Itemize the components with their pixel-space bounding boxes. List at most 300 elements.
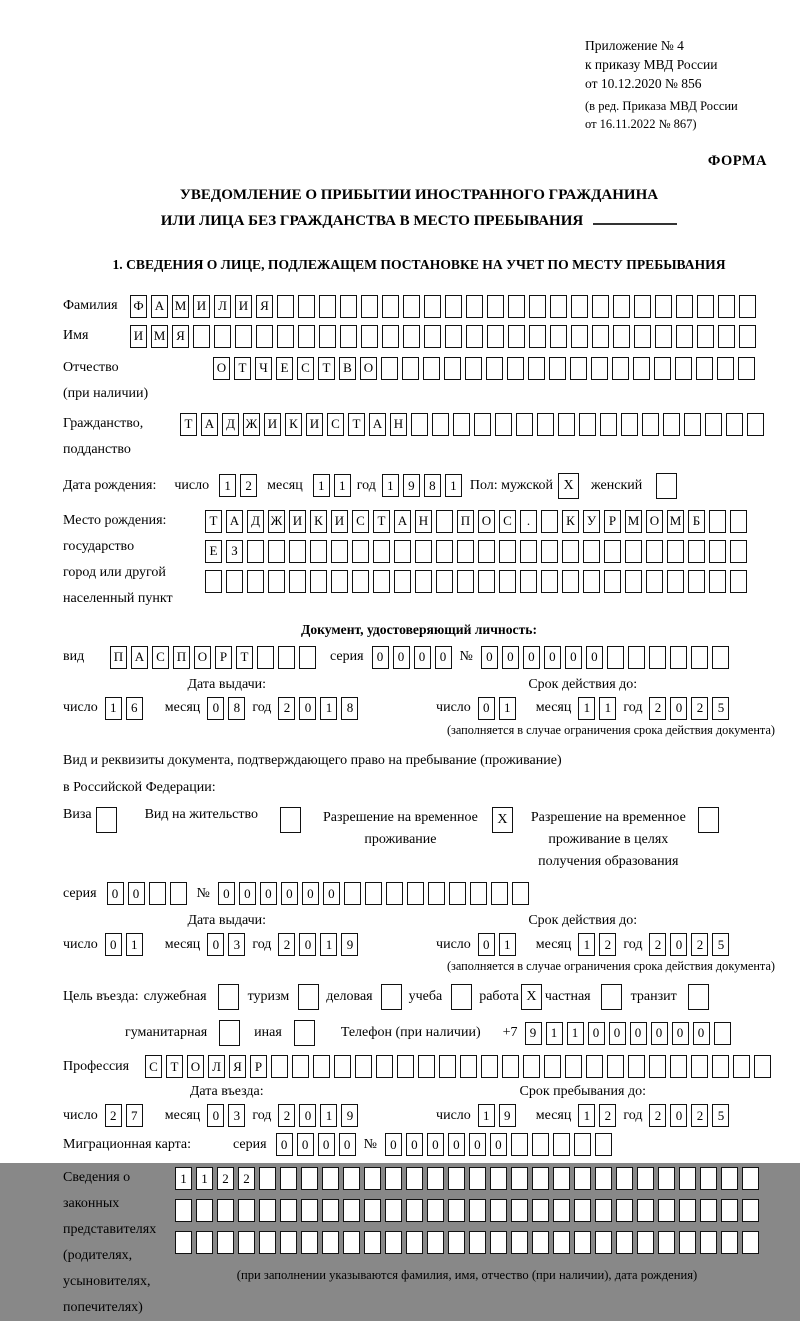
char-cell[interactable] <box>175 1231 192 1254</box>
char-cell[interactable]: 1 <box>578 1104 595 1127</box>
char-cell[interactable] <box>453 413 470 436</box>
representatives-cells-2[interactable] <box>175 1199 759 1222</box>
char-cell[interactable] <box>298 325 315 348</box>
char-cell[interactable]: П <box>173 646 190 669</box>
char-cell[interactable]: 2 <box>599 1104 616 1127</box>
char-cell[interactable] <box>549 357 566 380</box>
char-cell[interactable] <box>688 540 705 563</box>
char-cell[interactable] <box>541 540 558 563</box>
char-cell[interactable]: 0 <box>672 1022 689 1045</box>
char-cell[interactable]: И <box>130 325 147 348</box>
char-cell[interactable]: 2 <box>278 1104 295 1127</box>
char-cell[interactable] <box>679 1167 696 1190</box>
char-cell[interactable] <box>742 1199 759 1222</box>
char-cell[interactable]: 0 <box>670 697 687 720</box>
char-cell[interactable] <box>712 1055 729 1078</box>
char-cell[interactable]: 0 <box>469 1133 486 1156</box>
char-cell[interactable] <box>508 325 525 348</box>
char-cell[interactable] <box>574 1167 591 1190</box>
char-cell[interactable] <box>658 1199 675 1222</box>
char-cell[interactable] <box>466 295 483 318</box>
doc-issue-month-cells[interactable] <box>207 697 245 720</box>
char-cell[interactable]: С <box>327 413 344 436</box>
char-cell[interactable] <box>175 1199 192 1222</box>
char-cell[interactable] <box>298 295 315 318</box>
char-cell[interactable] <box>529 325 546 348</box>
char-cell[interactable] <box>565 1055 582 1078</box>
doc-expiry-year-cells[interactable] <box>649 697 729 720</box>
char-cell[interactable] <box>259 1199 276 1222</box>
char-cell[interactable] <box>403 325 420 348</box>
char-cell[interactable] <box>591 357 608 380</box>
char-cell[interactable] <box>217 1199 234 1222</box>
char-cell[interactable]: Я <box>172 325 189 348</box>
purpose-tourism-checkbox[interactable] <box>298 984 319 1010</box>
char-cell[interactable] <box>428 882 445 905</box>
char-cell[interactable] <box>558 413 575 436</box>
char-cell[interactable] <box>655 325 672 348</box>
char-cell[interactable]: Ж <box>243 413 260 436</box>
char-cell[interactable] <box>612 357 629 380</box>
char-cell[interactable] <box>637 1199 654 1222</box>
char-cell[interactable]: Д <box>247 510 264 533</box>
char-cell[interactable] <box>247 540 264 563</box>
char-cell[interactable] <box>721 1167 738 1190</box>
char-cell[interactable] <box>562 540 579 563</box>
char-cell[interactable] <box>634 325 651 348</box>
char-cell[interactable]: 1 <box>320 697 337 720</box>
residence-issue-month-cells[interactable] <box>207 933 245 956</box>
residence-issue-year-cells[interactable] <box>278 933 358 956</box>
residence-expiry-month-cells[interactable] <box>578 933 616 956</box>
char-cell[interactable]: 0 <box>299 697 316 720</box>
char-cell[interactable] <box>256 325 273 348</box>
char-cell[interactable]: С <box>297 357 314 380</box>
char-cell[interactable]: 9 <box>341 1104 358 1127</box>
char-cell[interactable]: 1 <box>382 474 399 497</box>
char-cell[interactable] <box>718 325 735 348</box>
given-name-cells[interactable] <box>130 325 756 348</box>
char-cell[interactable]: 0 <box>414 646 431 669</box>
char-cell[interactable] <box>406 1231 423 1254</box>
char-cell[interactable] <box>436 570 453 593</box>
birth-month-cells[interactable] <box>313 474 351 497</box>
char-cell[interactable] <box>691 1055 708 1078</box>
char-cell[interactable] <box>226 570 243 593</box>
char-cell[interactable] <box>726 413 743 436</box>
char-cell[interactable] <box>334 1055 351 1078</box>
char-cell[interactable] <box>697 295 714 318</box>
char-cell[interactable] <box>469 1199 486 1222</box>
char-cell[interactable]: 1 <box>599 697 616 720</box>
char-cell[interactable] <box>196 1199 213 1222</box>
char-cell[interactable] <box>444 357 461 380</box>
char-cell[interactable]: 0 <box>107 882 124 905</box>
male-checkbox[interactable]: X <box>558 473 579 499</box>
char-cell[interactable] <box>655 295 672 318</box>
char-cell[interactable]: 2 <box>278 933 295 956</box>
char-cell[interactable] <box>344 882 361 905</box>
char-cell[interactable]: П <box>110 646 127 669</box>
char-cell[interactable] <box>381 357 398 380</box>
char-cell[interactable]: 1 <box>478 1104 495 1127</box>
char-cell[interactable]: 0 <box>478 697 495 720</box>
char-cell[interactable] <box>646 570 663 593</box>
doc-expiry-month-cells[interactable] <box>578 697 616 720</box>
char-cell[interactable] <box>634 295 651 318</box>
char-cell[interactable] <box>583 570 600 593</box>
char-cell[interactable]: 0 <box>207 933 224 956</box>
char-cell[interactable]: В <box>339 357 356 380</box>
char-cell[interactable]: О <box>213 357 230 380</box>
char-cell[interactable]: 1 <box>567 1022 584 1045</box>
char-cell[interactable] <box>739 325 756 348</box>
char-cell[interactable]: И <box>331 510 348 533</box>
char-cell[interactable] <box>491 882 508 905</box>
char-cell[interactable] <box>289 540 306 563</box>
char-cell[interactable]: 1 <box>105 697 122 720</box>
char-cell[interactable] <box>714 1022 731 1045</box>
char-cell[interactable] <box>280 1231 297 1254</box>
char-cell[interactable] <box>268 570 285 593</box>
char-cell[interactable] <box>382 295 399 318</box>
char-cell[interactable]: Я <box>256 295 273 318</box>
char-cell[interactable]: 2 <box>238 1167 255 1190</box>
char-cell[interactable]: 9 <box>525 1022 542 1045</box>
char-cell[interactable] <box>343 1199 360 1222</box>
phone-cells[interactable] <box>525 1022 731 1045</box>
birth-place-cells-3[interactable] <box>205 570 747 593</box>
char-cell[interactable] <box>499 540 516 563</box>
char-cell[interactable]: А <box>226 510 243 533</box>
char-cell[interactable]: 1 <box>578 697 595 720</box>
char-cell[interactable] <box>516 413 533 436</box>
char-cell[interactable] <box>658 1231 675 1254</box>
char-cell[interactable]: 1 <box>126 933 143 956</box>
stay-day-cells[interactable] <box>478 1104 516 1127</box>
char-cell[interactable] <box>730 510 747 533</box>
doc-series-cells[interactable] <box>372 646 452 669</box>
char-cell[interactable] <box>238 1199 255 1222</box>
char-cell[interactable]: С <box>152 646 169 669</box>
char-cell[interactable] <box>625 570 642 593</box>
char-cell[interactable]: 0 <box>260 882 277 905</box>
char-cell[interactable]: 0 <box>565 646 582 669</box>
char-cell[interactable]: 2 <box>278 697 295 720</box>
char-cell[interactable] <box>365 882 382 905</box>
char-cell[interactable] <box>376 1055 393 1078</box>
char-cell[interactable] <box>460 1055 477 1078</box>
char-cell[interactable] <box>449 882 466 905</box>
temp-residence-checkbox[interactable]: X <box>492 807 513 833</box>
migration-number-cells[interactable] <box>385 1133 612 1156</box>
char-cell[interactable]: 8 <box>228 697 245 720</box>
char-cell[interactable] <box>721 1231 738 1254</box>
char-cell[interactable] <box>700 1167 717 1190</box>
char-cell[interactable]: 0 <box>218 882 235 905</box>
char-cell[interactable] <box>301 1167 318 1190</box>
char-cell[interactable] <box>592 295 609 318</box>
char-cell[interactable] <box>469 1231 486 1254</box>
char-cell[interactable] <box>418 1055 435 1078</box>
char-cell[interactable]: 1 <box>320 933 337 956</box>
char-cell[interactable]: 2 <box>691 933 708 956</box>
char-cell[interactable] <box>361 325 378 348</box>
char-cell[interactable] <box>595 1167 612 1190</box>
purpose-private-checkbox[interactable] <box>601 984 622 1010</box>
char-cell[interactable] <box>616 1167 633 1190</box>
char-cell[interactable]: Т <box>234 357 251 380</box>
char-cell[interactable]: 1 <box>334 474 351 497</box>
char-cell[interactable] <box>292 1055 309 1078</box>
char-cell[interactable] <box>579 413 596 436</box>
char-cell[interactable] <box>574 1231 591 1254</box>
char-cell[interactable] <box>667 540 684 563</box>
char-cell[interactable]: 0 <box>281 882 298 905</box>
char-cell[interactable]: 0 <box>609 1022 626 1045</box>
char-cell[interactable]: 0 <box>502 646 519 669</box>
char-cell[interactable] <box>691 646 708 669</box>
char-cell[interactable]: 5 <box>712 1104 729 1127</box>
char-cell[interactable]: 1 <box>219 474 236 497</box>
char-cell[interactable]: М <box>151 325 168 348</box>
char-cell[interactable]: 1 <box>320 1104 337 1127</box>
char-cell[interactable] <box>502 1055 519 1078</box>
char-cell[interactable]: 6 <box>126 697 143 720</box>
char-cell[interactable] <box>717 357 734 380</box>
char-cell[interactable]: 5 <box>712 697 729 720</box>
char-cell[interactable]: 1 <box>578 933 595 956</box>
char-cell[interactable] <box>424 295 441 318</box>
char-cell[interactable] <box>532 1199 549 1222</box>
char-cell[interactable] <box>322 1231 339 1254</box>
char-cell[interactable] <box>607 1055 624 1078</box>
char-cell[interactable]: Р <box>250 1055 267 1078</box>
char-cell[interactable] <box>586 1055 603 1078</box>
char-cell[interactable] <box>411 413 428 436</box>
char-cell[interactable]: Я <box>229 1055 246 1078</box>
char-cell[interactable] <box>616 1231 633 1254</box>
char-cell[interactable] <box>541 570 558 593</box>
char-cell[interactable] <box>394 540 411 563</box>
char-cell[interactable] <box>319 295 336 318</box>
char-cell[interactable]: 1 <box>445 474 462 497</box>
char-cell[interactable] <box>742 1231 759 1254</box>
char-cell[interactable]: 0 <box>372 646 389 669</box>
char-cell[interactable] <box>352 570 369 593</box>
char-cell[interactable]: С <box>499 510 516 533</box>
char-cell[interactable] <box>739 295 756 318</box>
char-cell[interactable]: 2 <box>649 697 666 720</box>
char-cell[interactable] <box>406 1167 423 1190</box>
char-cell[interactable] <box>280 1167 297 1190</box>
char-cell[interactable]: 1 <box>175 1167 192 1190</box>
char-cell[interactable] <box>604 540 621 563</box>
char-cell[interactable] <box>478 570 495 593</box>
residence-issue-day-cells[interactable] <box>105 933 143 956</box>
char-cell[interactable]: Т <box>180 413 197 436</box>
char-cell[interactable] <box>700 1199 717 1222</box>
char-cell[interactable] <box>676 295 693 318</box>
purpose-official-checkbox[interactable] <box>218 984 239 1010</box>
char-cell[interactable]: 1 <box>196 1167 213 1190</box>
char-cell[interactable] <box>705 413 722 436</box>
char-cell[interactable]: 0 <box>318 1133 335 1156</box>
edu-residence-checkbox[interactable] <box>698 807 719 833</box>
char-cell[interactable]: С <box>145 1055 162 1078</box>
char-cell[interactable] <box>278 646 295 669</box>
char-cell[interactable]: 1 <box>499 933 516 956</box>
char-cell[interactable]: 0 <box>586 646 603 669</box>
char-cell[interactable] <box>277 325 294 348</box>
char-cell[interactable] <box>508 295 525 318</box>
char-cell[interactable] <box>553 1167 570 1190</box>
char-cell[interactable] <box>373 570 390 593</box>
purpose-transit-checkbox[interactable] <box>688 984 709 1010</box>
char-cell[interactable] <box>424 325 441 348</box>
representatives-cells-1[interactable] <box>175 1167 759 1190</box>
char-cell[interactable] <box>595 1231 612 1254</box>
char-cell[interactable] <box>613 325 630 348</box>
birth-place-cells-2[interactable] <box>205 540 747 563</box>
char-cell[interactable] <box>217 1231 234 1254</box>
birth-day-cells[interactable] <box>219 474 257 497</box>
char-cell[interactable] <box>310 570 327 593</box>
char-cell[interactable]: 0 <box>385 1133 402 1156</box>
char-cell[interactable]: 9 <box>403 474 420 497</box>
char-cell[interactable] <box>364 1167 381 1190</box>
char-cell[interactable]: 0 <box>406 1133 423 1156</box>
char-cell[interactable] <box>427 1199 444 1222</box>
stay-month-cells[interactable] <box>578 1104 616 1127</box>
char-cell[interactable]: 0 <box>299 1104 316 1127</box>
char-cell[interactable]: 0 <box>544 646 561 669</box>
char-cell[interactable]: Т <box>236 646 253 669</box>
char-cell[interactable]: 0 <box>276 1133 293 1156</box>
char-cell[interactable]: 2 <box>105 1104 122 1127</box>
char-cell[interactable] <box>595 1133 612 1156</box>
char-cell[interactable]: Ж <box>268 510 285 533</box>
char-cell[interactable] <box>675 357 692 380</box>
char-cell[interactable] <box>352 540 369 563</box>
char-cell[interactable]: М <box>625 510 642 533</box>
char-cell[interactable] <box>511 1231 528 1254</box>
char-cell[interactable] <box>520 540 537 563</box>
char-cell[interactable] <box>373 540 390 563</box>
char-cell[interactable] <box>487 325 504 348</box>
char-cell[interactable]: 0 <box>693 1022 710 1045</box>
char-cell[interactable] <box>364 1199 381 1222</box>
char-cell[interactable] <box>259 1167 276 1190</box>
char-cell[interactable] <box>469 1167 486 1190</box>
char-cell[interactable] <box>478 540 495 563</box>
char-cell[interactable] <box>637 1231 654 1254</box>
char-cell[interactable] <box>600 413 617 436</box>
char-cell[interactable]: 0 <box>630 1022 647 1045</box>
char-cell[interactable] <box>340 325 357 348</box>
char-cell[interactable] <box>343 1231 360 1254</box>
char-cell[interactable]: 0 <box>523 646 540 669</box>
char-cell[interactable] <box>730 540 747 563</box>
char-cell[interactable] <box>570 357 587 380</box>
char-cell[interactable]: 0 <box>588 1022 605 1045</box>
char-cell[interactable] <box>313 1055 330 1078</box>
char-cell[interactable]: 2 <box>649 933 666 956</box>
char-cell[interactable] <box>537 413 554 436</box>
char-cell[interactable] <box>481 1055 498 1078</box>
char-cell[interactable]: И <box>289 510 306 533</box>
char-cell[interactable]: 0 <box>435 646 452 669</box>
char-cell[interactable] <box>382 325 399 348</box>
char-cell[interactable] <box>541 510 558 533</box>
char-cell[interactable] <box>385 1199 402 1222</box>
char-cell[interactable]: 3 <box>228 933 245 956</box>
char-cell[interactable] <box>520 570 537 593</box>
char-cell[interactable]: М <box>172 295 189 318</box>
char-cell[interactable] <box>277 295 294 318</box>
char-cell[interactable] <box>448 1199 465 1222</box>
stay-year-cells[interactable] <box>649 1104 729 1127</box>
char-cell[interactable]: О <box>360 357 377 380</box>
char-cell[interactable] <box>604 570 621 593</box>
char-cell[interactable] <box>642 413 659 436</box>
char-cell[interactable] <box>364 1231 381 1254</box>
char-cell[interactable]: 5 <box>712 933 729 956</box>
char-cell[interactable] <box>310 540 327 563</box>
char-cell[interactable] <box>355 1055 372 1078</box>
doc-issue-day-cells[interactable] <box>105 697 143 720</box>
char-cell[interactable]: П <box>457 510 474 533</box>
char-cell[interactable]: 0 <box>207 697 224 720</box>
representatives-cells-3[interactable] <box>175 1231 759 1254</box>
char-cell[interactable] <box>754 1055 771 1078</box>
char-cell[interactable] <box>331 540 348 563</box>
char-cell[interactable] <box>149 882 166 905</box>
char-cell[interactable]: О <box>478 510 495 533</box>
char-cell[interactable] <box>574 1133 591 1156</box>
char-cell[interactable]: О <box>646 510 663 533</box>
char-cell[interactable] <box>470 882 487 905</box>
char-cell[interactable]: 1 <box>546 1022 563 1045</box>
char-cell[interactable]: 2 <box>649 1104 666 1127</box>
char-cell[interactable] <box>667 570 684 593</box>
char-cell[interactable] <box>415 540 432 563</box>
char-cell[interactable] <box>490 1199 507 1222</box>
entry-month-cells[interactable] <box>207 1104 245 1127</box>
char-cell[interactable]: Т <box>166 1055 183 1078</box>
char-cell[interactable] <box>628 1055 645 1078</box>
char-cell[interactable] <box>700 1231 717 1254</box>
char-cell[interactable] <box>257 646 274 669</box>
birth-place-cells-1[interactable] <box>205 510 747 533</box>
surname-cells[interactable] <box>130 295 756 318</box>
char-cell[interactable]: 8 <box>341 697 358 720</box>
char-cell[interactable]: 8 <box>424 474 441 497</box>
char-cell[interactable]: А <box>201 413 218 436</box>
char-cell[interactable] <box>448 1167 465 1190</box>
char-cell[interactable]: 0 <box>481 646 498 669</box>
char-cell[interactable] <box>696 357 713 380</box>
char-cell[interactable] <box>436 510 453 533</box>
char-cell[interactable] <box>553 1199 570 1222</box>
char-cell[interactable]: 0 <box>297 1133 314 1156</box>
char-cell[interactable]: Е <box>276 357 293 380</box>
purpose-work-checkbox[interactable]: X <box>521 984 542 1010</box>
char-cell[interactable] <box>322 1167 339 1190</box>
char-cell[interactable] <box>319 325 336 348</box>
char-cell[interactable]: И <box>306 413 323 436</box>
char-cell[interactable] <box>386 882 403 905</box>
